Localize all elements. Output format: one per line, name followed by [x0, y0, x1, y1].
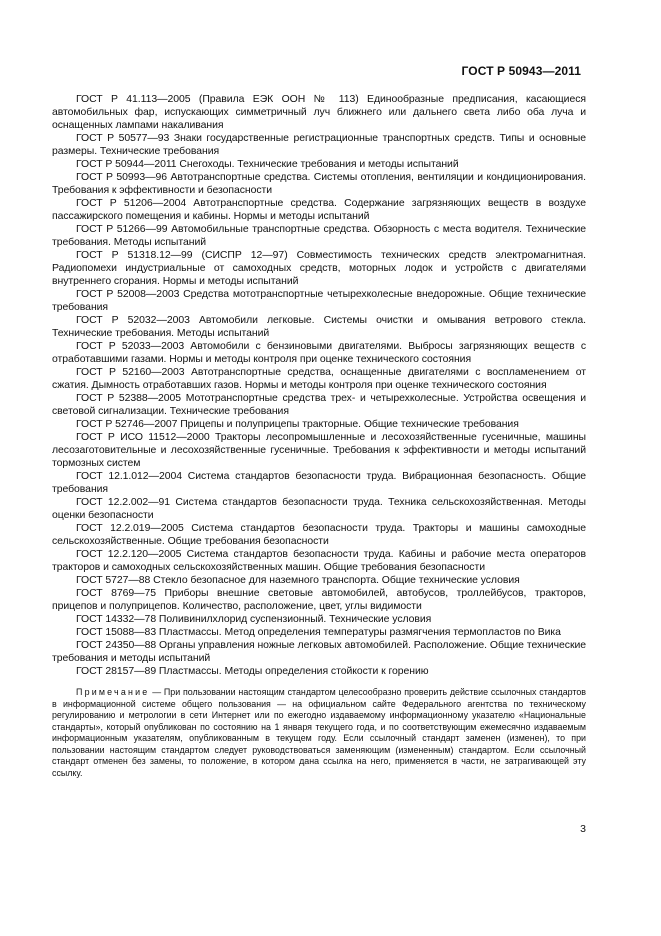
- page-number: 3: [580, 823, 586, 835]
- reference-item: ГОСТ 24350—88 Органы управления ножные легковых автомобилей. Расположение. Общие технические требования и методы испытаний: [52, 640, 586, 664]
- reference-item: ГОСТ Р 41.113—2005 (Правила ЕЭК ООН № 113) Единообразные предписания, касающиеся автомобильных фар, испускающих симметричный луч ближнего или дальнего света либо оба луча и оснащенных лампами накаливания: [52, 94, 586, 131]
- reference-item: ГОСТ Р ИСО 11512—2000 Тракторы лесопромышленные и лесохозяйственные гусеничные, машины лесозаготовительные и лесохозяйственные гусеничные. Требования к эффективности и методы испытаний тормозных систем: [52, 432, 586, 469]
- reference-item: ГОСТ 12.2.002—91 Система стандартов безопасности труда. Техника сельскохозяйственная. Методы оценки безопасности: [52, 497, 586, 521]
- reference-item: ГОСТ Р 50944—2011 Снегоходы. Технические требования и методы испытаний: [76, 159, 459, 170]
- reference-item: ГОСТ 12.1.012—2004 Система стандартов безопасности труда. Вибрационная безопасность. Общие требования: [52, 471, 586, 495]
- reference-item: ГОСТ 28157—89 Пластмассы. Методы определения стойкости к горению: [76, 666, 429, 677]
- note-paragraph: [52, 687, 586, 779]
- note-label: Примечание: [76, 687, 150, 697]
- reference-item: ГОСТ 8769—75 Приборы внешние световые автомобилей, автобусов, троллейбусов, тракторов, прицепов и полуприцепов. Количество, расположение, цвет, углы видимости: [52, 588, 586, 612]
- reference-item: ГОСТ 14332—78 Поливинилхлорид суспензионный. Технические условия: [76, 614, 432, 625]
- reference-item: ГОСТ Р 50993—96 Автотранспортные средства. Системы отопления, вентиляции и кондиционирования. Требования к эффективности и безопасности: [52, 172, 586, 196]
- reference-item: ГОСТ Р 52388—2005 Мототранспортные средства трех- и четырехколесные. Устройства освещения и световой сигнализации. Технические требования: [52, 393, 586, 417]
- reference-item: ГОСТ 15088—83 Пластмассы. Метод определения температуры размягчения термопластов по Вика: [76, 627, 561, 638]
- reference-item: ГОСТ Р 52160—2003 Автотранспортные средства, оснащенные двигателями с воспламенением от сжатия. Дымность отработавших газов. Нормы и методы контроля при оценке технического состояния: [52, 367, 586, 391]
- normative-references: [52, 93, 586, 779]
- reference-item: ГОСТ Р 52032—2003 Автомобили легковые. Системы очистки и омывания ветрового стекла. Технические требования. Методы испытаний: [52, 315, 586, 339]
- reference-item: ГОСТ Р 50577—93 Знаки государственные регистрационные транспортных средств. Типы и основные размеры. Технические требования: [52, 133, 586, 157]
- reference-item: ГОСТ Р 52746—2007 Прицепы и полуприцепы тракторные. Общие технические требования: [76, 419, 519, 430]
- reference-item: ГОСТ Р 51206—2004 Автотранспортные средства. Содержание загрязняющих веществ в воздухе пассажирского помещения и кабины. Нормы и методы испытаний: [52, 198, 586, 222]
- reference-item: ГОСТ Р 52008—2003 Средства мототранспортные четырехколесные внедорожные. Общие технические требования: [52, 289, 586, 313]
- reference-item: ГОСТ 12.2.120—2005 Система стандартов безопасности труда. Кабины и рабочие места операторов тракторов и самоходных сельскохозяйственных машин. Общие требования безопасности: [52, 549, 586, 573]
- note-text: — При пользовании настоящим стандартом целесообразно проверить действие ссылочных стандартов в информационной системе общего пользования — на официальном сайте Федерального агентства по техническому регулированию и метрологии в сети Интернет или по ежегодно издаваемому информационному указателю «Национальные стандарты», который опубликован по состоянию на 1 января текущего года, и по соответствующим ежемесячно издаваемым информационным указателям, опубликованным в текущем году. Если ссылочный стандарт заменен (изменен), то при пользовании настоящим стандартом следует руководствоваться заменяющим (измененным) стандартом. Если ссылочный стандарт отменен без замены, то положение, в котором дана ссылка на него, применяется в части, не затрагивающей эту ссылку.: [52, 687, 586, 778]
- reference-item: ГОСТ Р 52033—2003 Автомобили с бензиновыми двигателями. Выбросы загрязняющих веществ с отработавшими газами. Нормы и методы контроля при оценке технического состояния: [52, 341, 586, 365]
- reference-item: ГОСТ 5727—88 Стекло безопасное для наземного транспорта. Общие технические условия: [76, 575, 520, 586]
- document-header: ГОСТ Р 50943—2011: [461, 64, 581, 78]
- reference-item: ГОСТ 12.2.019—2005 Система стандартов безопасности труда. Тракторы и машины самоходные сельскохозяйственные. Общие требования безопасности: [52, 523, 586, 547]
- reference-item: ГОСТ Р 51266—99 Автомобильные транспортные средства. Обзорность с места водителя. Технические требования. Методы испытаний: [52, 224, 586, 248]
- reference-item: ГОСТ Р 51318.12—99 (СИСПР 12—97) Совместимость технических средств электромагнитная. Радиопомехи индустриальные от самоходных средств, моторных лодок и устройств с двигателями внутреннего сгорания. Нормы и методы испытаний: [52, 250, 586, 287]
